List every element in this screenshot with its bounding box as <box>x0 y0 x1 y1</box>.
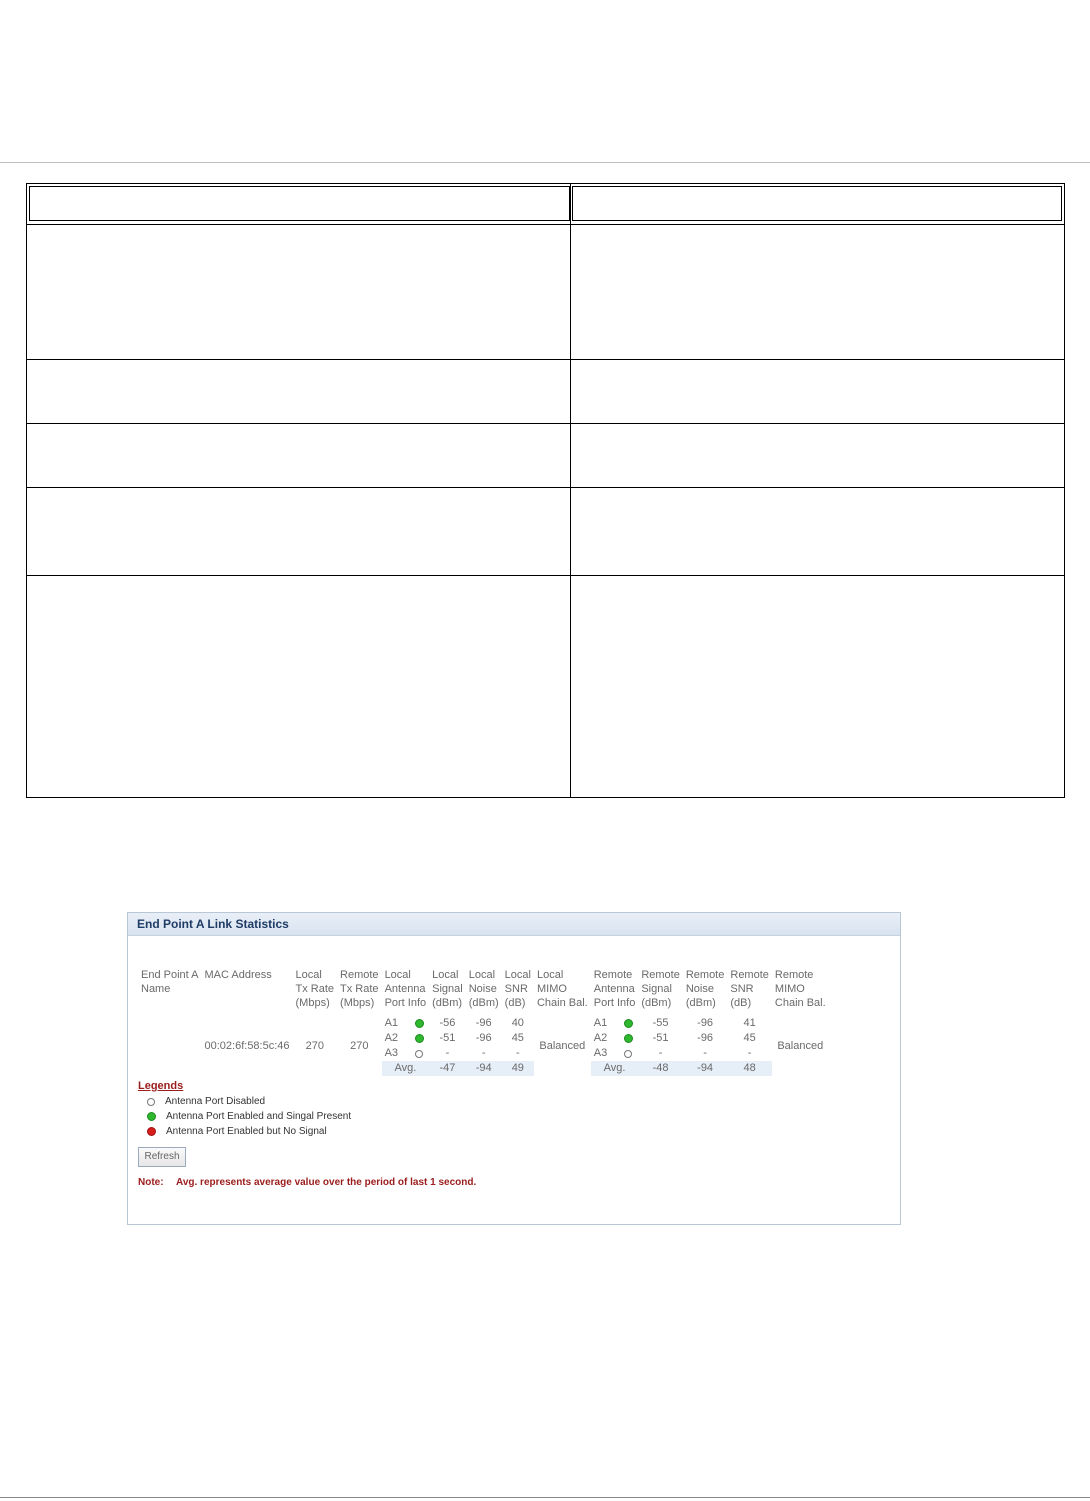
remote-snr-cell-value: 41 <box>743 1017 756 1029</box>
column-header-line: (Mbps) <box>295 997 330 1009</box>
header-divider <box>0 162 1090 163</box>
column-header-line: (dB) <box>730 997 752 1009</box>
refresh-button[interactable]: Refresh <box>138 1147 186 1167</box>
status-green-dot-icon <box>415 1019 424 1028</box>
column-header-line: Remote <box>685 969 725 981</box>
local-tx-rate-cell: 270 <box>305 1039 324 1052</box>
column-header-line: Antenna <box>593 983 635 995</box>
table-row <box>27 359 1064 360</box>
antenna-port-label: A1 <box>384 1017 399 1029</box>
status-green-dot-icon <box>624 1019 633 1028</box>
legend-text: Antenna Port Disabled <box>165 1096 266 1107</box>
column-header-local-ant <box>382 968 430 1016</box>
local-avg-label: Avg. <box>382 1061 430 1076</box>
antenna-port-label: A3 <box>384 1047 399 1059</box>
remote-avg-snr: 48 <box>727 1061 772 1076</box>
local-noise-cell-value: - <box>481 1047 486 1059</box>
table-header-cell-1 <box>29 186 570 221</box>
column-header-line: (dBm) <box>468 997 499 1009</box>
footer-divider <box>0 1497 1090 1498</box>
note-text: Avg. represents average value over the period of last 1 second. <box>175 1177 477 1188</box>
column-header-line: Signal <box>641 983 672 995</box>
link-statistics-panel <box>127 912 901 1225</box>
column-header-remote-mimo <box>772 968 829 1016</box>
remote-noise-cell <box>683 1016 728 1061</box>
status-disabled-dot-icon <box>624 1050 632 1058</box>
remote-signal-cell-value: - <box>658 1047 663 1059</box>
column-header-mac <box>202 968 293 1016</box>
legend-item <box>138 1094 351 1109</box>
column-header-line: (dB) <box>504 997 526 1009</box>
local-signal-cell-value: - <box>445 1047 450 1059</box>
table-row <box>27 487 1064 488</box>
column-header-local-signal <box>429 968 466 1016</box>
local-snr-cell-value: - <box>515 1047 520 1059</box>
local-snr-cell-value: 40 <box>511 1017 524 1029</box>
table-header-cell-2 <box>572 186 1062 221</box>
remote-antenna-port <box>594 1016 636 1031</box>
column-header-line: Tx Rate <box>340 983 379 995</box>
column-header-line: Chain Bal. <box>536 997 588 1009</box>
status-green-dot-icon <box>147 1112 156 1121</box>
link-statistics-table <box>138 968 829 1076</box>
column-header-line: Remote <box>593 969 633 981</box>
column-header-line: (dBm) <box>685 997 716 1009</box>
column-header-remote-tx <box>337 968 382 1016</box>
document-table <box>26 183 1065 798</box>
local-noise-cell <box>466 1016 502 1061</box>
local-noise-cell-value: -96 <box>475 1017 492 1029</box>
remote-noise-cell-value: - <box>703 1047 707 1059</box>
column-header-remote-signal <box>638 968 683 1016</box>
column-header-line: Noise <box>468 983 497 995</box>
remote-snr-cell-value: 45 <box>743 1032 756 1044</box>
local-snr-cell-value: 45 <box>511 1032 524 1044</box>
local-snr-cell <box>502 1016 534 1061</box>
remote-signal-cell-value: -51 <box>652 1032 669 1044</box>
panel-title: End Point A Link Statistics <box>137 917 289 931</box>
remote-antenna-port <box>594 1031 636 1046</box>
remote-snr-cell <box>727 1016 772 1061</box>
legend-text: Antenna Port Enabled but No Signal <box>166 1126 327 1137</box>
remote-avg-noise: -94 <box>683 1061 728 1076</box>
column-header-remote-noise <box>683 968 728 1016</box>
local-antenna-port <box>385 1016 427 1031</box>
remote-tx-rate-cell: 270 <box>350 1039 369 1052</box>
endpoint-name-cell <box>138 1016 202 1076</box>
remote-antenna-port-cell <box>591 1016 639 1061</box>
column-header-local-mimo <box>534 968 591 1016</box>
column-header-local-tx <box>293 968 338 1016</box>
column-header-line: (Mbps) <box>340 997 375 1009</box>
local-avg-noise: -94 <box>466 1061 502 1076</box>
stats-header-row <box>138 968 829 1016</box>
column-header-line: Antenna <box>384 983 426 995</box>
status-disabled-dot-icon <box>415 1050 423 1058</box>
local-antenna-port-cell <box>382 1016 430 1061</box>
column-header-line: Chain Bal. <box>774 997 826 1009</box>
column-header-local-noise <box>466 968 502 1016</box>
local-signal-cell <box>429 1016 466 1061</box>
remote-avg-signal: -48 <box>638 1061 683 1076</box>
antenna-port-label: A1 <box>593 1017 608 1029</box>
legends <box>138 1080 351 1139</box>
column-header-line: Remote <box>340 969 379 981</box>
status-red-dot-icon <box>147 1127 156 1136</box>
status-green-dot-icon <box>415 1034 424 1043</box>
table-column-divider <box>570 184 571 797</box>
column-header-line: Local <box>536 969 564 981</box>
column-header-local-snr <box>502 968 534 1016</box>
table-row <box>138 1016 829 1061</box>
remote-signal-cell <box>638 1016 683 1061</box>
column-header-line: Port Info <box>384 997 427 1009</box>
column-header-line: Signal <box>432 983 463 995</box>
column-header-line: MIMO <box>774 983 805 995</box>
column-header-line: Remote <box>730 969 769 981</box>
column-header-line: Port Info <box>593 997 636 1009</box>
column-header-line: (dBm) <box>641 997 672 1009</box>
column-header-line: Remote <box>774 969 814 981</box>
note <box>138 1177 476 1188</box>
local-noise-cell-value: -96 <box>475 1032 492 1044</box>
table-header-row <box>27 184 1064 224</box>
legend-text: Antenna Port Enabled and Singal Present <box>166 1111 352 1122</box>
column-header-line: Noise <box>685 983 714 995</box>
antenna-port-label: A3 <box>593 1047 608 1059</box>
legend-item <box>138 1109 351 1124</box>
remote-noise-cell-value: -96 <box>697 1032 714 1044</box>
table-row <box>27 224 1064 225</box>
stats-body <box>138 1016 829 1076</box>
local-avg-snr: 49 <box>502 1061 534 1076</box>
column-header-line: Local <box>504 969 531 981</box>
table-row <box>27 423 1064 424</box>
column-header-line: (dBm) <box>432 997 463 1009</box>
column-header-remote-snr <box>727 968 772 1016</box>
remote-mimo-cell: Balanced <box>777 1039 824 1052</box>
column-header-line: MIMO <box>536 983 567 995</box>
status-disabled-dot-icon <box>147 1098 155 1106</box>
local-mimo-cell: Balanced <box>539 1039 586 1052</box>
panel-header <box>128 913 900 936</box>
column-header-name <box>138 968 202 1016</box>
local-signal-cell-value: -56 <box>439 1017 456 1029</box>
remote-noise-cell-value: -96 <box>697 1017 714 1029</box>
legends-title: Legends <box>138 1080 184 1092</box>
table-row <box>27 575 1064 576</box>
remote-avg-label: Avg. <box>591 1061 639 1076</box>
column-header-line: Name <box>141 983 171 995</box>
remote-antenna-port <box>594 1046 636 1061</box>
local-signal-cell-value: -51 <box>439 1032 456 1044</box>
column-header-line: MAC Address <box>204 969 272 981</box>
column-header-line: Local <box>432 969 459 981</box>
column-header-remote-ant <box>591 968 639 1016</box>
remote-snr-cell-value: - <box>747 1047 752 1059</box>
antenna-port-label: A2 <box>593 1032 608 1044</box>
column-header-line: Local <box>295 969 322 981</box>
column-header-line: Local <box>468 969 496 981</box>
legend-item <box>138 1124 351 1139</box>
status-green-dot-icon <box>624 1034 633 1043</box>
column-header-line: Tx Rate <box>295 983 335 995</box>
local-antenna-port <box>385 1031 427 1046</box>
column-header-line: SNR <box>730 983 754 995</box>
column-header-line: SNR <box>504 983 528 995</box>
local-avg-signal: -47 <box>429 1061 466 1076</box>
column-header-line: End Point A <box>141 969 199 981</box>
column-header-line: Remote <box>641 969 680 981</box>
local-antenna-port <box>385 1046 427 1061</box>
note-label: Note: <box>138 1177 164 1188</box>
remote-signal-cell-value: -55 <box>652 1017 669 1029</box>
column-header-line: Local <box>384 969 411 981</box>
mac-address-cell: 00:02:6f:58:5c:46 <box>204 1039 290 1052</box>
antenna-port-label: A2 <box>384 1032 399 1044</box>
